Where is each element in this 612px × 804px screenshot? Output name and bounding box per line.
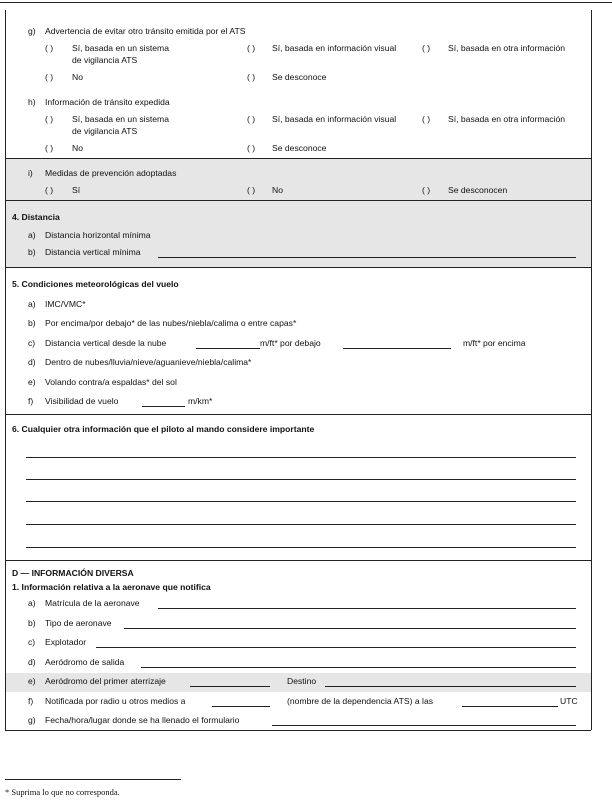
- item-label: Notificada por radio u otros medios a: [45, 696, 186, 706]
- checkbox[interactable]: ( ): [45, 43, 54, 53]
- info-line[interactable]: [26, 524, 576, 525]
- unit-label: m/km*: [188, 396, 213, 406]
- departure-aerodrome-field[interactable]: [141, 667, 576, 668]
- item-label: Volando contra/a espaldas* del sol: [45, 377, 177, 387]
- section-5-title: 5. Condiciones meteorológicas del vuelo: [12, 279, 179, 289]
- info-line[interactable]: [26, 547, 576, 548]
- visibility-field[interactable]: [142, 406, 185, 407]
- top-rule: [0, 2, 612, 3]
- frame-right: [591, 10, 592, 730]
- checkbox[interactable]: ( ): [45, 143, 54, 153]
- checkbox[interactable]: ( ): [247, 114, 256, 124]
- option-label: No: [72, 72, 83, 82]
- destination-label: Destino: [287, 676, 317, 686]
- item-label: Por encima/por debajo* de las nubes/niebla/calima o entre capas*: [45, 318, 297, 328]
- frame-bottom: [5, 730, 591, 731]
- registration-field[interactable]: [158, 608, 576, 609]
- item-label: Tipo de aeronave: [45, 618, 112, 628]
- utc-label: UTC: [560, 696, 578, 706]
- checkbox[interactable]: ( ): [247, 185, 256, 195]
- option-label: No: [272, 185, 283, 195]
- section-4-title: 4. Distancia: [12, 212, 60, 222]
- item-letter: e): [28, 377, 36, 387]
- item-label: Distancia vertical desde la nube: [45, 338, 167, 348]
- divider-5: [5, 267, 591, 268]
- option-label: Sí: [72, 185, 81, 195]
- option-label: Sí, basada en otra información: [448, 43, 566, 53]
- checkbox[interactable]: ( ): [422, 185, 431, 195]
- section-h-letter: h): [28, 97, 36, 107]
- section-6-title: 6. Cualquier otra información que el piloto al mando considere importante: [12, 424, 315, 434]
- option-label: No: [72, 143, 83, 153]
- option-label: Se desconocen: [448, 185, 508, 195]
- info-line[interactable]: [26, 501, 576, 502]
- cloud-above-field[interactable]: [343, 348, 451, 349]
- item-letter: a): [28, 230, 36, 240]
- time-field[interactable]: [462, 706, 558, 707]
- item-label: Aeródromo del primer aterrizaje: [45, 676, 166, 686]
- section-h-title: Información de tránsito expedida: [45, 97, 170, 107]
- item-letter: b): [28, 618, 36, 628]
- item-label: Explotador: [45, 637, 87, 647]
- vertical-distance-field[interactable]: [158, 257, 576, 258]
- item-letter: f): [28, 696, 34, 706]
- option-label: Sí, basada en un sistema: [72, 43, 169, 53]
- item-label: Visibilidad de vuelo: [45, 396, 119, 406]
- divider-d: [5, 560, 591, 561]
- item-letter: d): [28, 657, 36, 667]
- operator-field[interactable]: [96, 647, 576, 648]
- item-letter: g): [28, 715, 36, 725]
- date-place-field[interactable]: [272, 725, 576, 726]
- item-label: IMC/VMC*: [45, 299, 86, 309]
- option-label: Se desconoce: [272, 72, 327, 82]
- checkbox[interactable]: ( ): [247, 72, 256, 82]
- item-letter: f): [28, 396, 34, 406]
- first-landing-field[interactable]: [190, 686, 270, 687]
- destination-field[interactable]: [325, 686, 576, 687]
- option-label: Sí, basada en un sistema: [72, 114, 169, 124]
- item-label: Dentro de nubes/lluvia/nieve/aguanieve/niebla/calima*: [45, 357, 252, 367]
- checkbox[interactable]: ( ): [45, 114, 54, 124]
- item-letter: c): [28, 637, 36, 647]
- item-letter: d): [28, 357, 36, 367]
- aircraft-type-field[interactable]: [124, 628, 576, 629]
- unit-label: m/ft* por debajo: [260, 338, 321, 348]
- item-letter: a): [28, 598, 36, 608]
- section-d-title: D — INFORMACIÓN DIVERSA: [12, 568, 134, 578]
- option-label: Sí, basada en otra información: [448, 114, 566, 124]
- option-label: Sí, basada en información visual: [272, 43, 397, 53]
- footnote: * Suprima lo que no corresponda.: [5, 787, 120, 797]
- item-letter: b): [28, 247, 36, 257]
- item-label: Distancia vertical mínima: [45, 247, 141, 257]
- unit-label: m/ft* por encima: [463, 338, 526, 348]
- item-letter: b): [28, 318, 36, 328]
- checkbox[interactable]: ( ): [422, 43, 431, 53]
- option-label: de vigilancia ATS: [72, 126, 138, 136]
- item-label: Distancia horizontal mínima: [45, 230, 151, 240]
- item-letter: c): [28, 338, 36, 348]
- info-line[interactable]: [26, 479, 576, 480]
- section-g-letter: g): [28, 26, 36, 36]
- checkbox[interactable]: ( ): [247, 43, 256, 53]
- section-d-subtitle: 1. Información relativa a la aeronave que notifica: [12, 582, 211, 592]
- footnote-rule: [5, 779, 181, 780]
- checkbox[interactable]: ( ): [45, 185, 54, 195]
- item-label: Fecha/hora/lugar donde se ha llenado el formulario: [45, 715, 240, 725]
- item-letter: a): [28, 299, 36, 309]
- frame-left: [5, 10, 6, 730]
- checkbox[interactable]: ( ): [247, 143, 256, 153]
- section-i-letter: i): [28, 168, 33, 178]
- ats-unit-label: (nombre de la dependencia ATS) a las: [287, 696, 434, 706]
- option-label: Se desconoce: [272, 143, 327, 153]
- section-g-title: Advertencia de evitar otro tránsito emitida por el ATS: [45, 26, 246, 36]
- divider-i: [5, 158, 591, 159]
- option-label: Sí, basada en información visual: [272, 114, 397, 124]
- divider-6: [5, 414, 591, 415]
- info-line[interactable]: [26, 457, 576, 458]
- item-letter: e): [28, 676, 36, 686]
- reported-to-field[interactable]: [212, 706, 270, 707]
- option-label: de vigilancia ATS: [72, 55, 138, 65]
- checkbox[interactable]: ( ): [422, 114, 431, 124]
- divider-4: [5, 200, 591, 201]
- cloud-below-field[interactable]: [196, 348, 260, 349]
- item-label: Aeródromo de salida: [45, 657, 125, 667]
- checkbox[interactable]: ( ): [45, 72, 54, 82]
- section-i-title: Medidas de prevención adoptadas: [45, 168, 177, 178]
- item-label: Matrícula de la aeronave: [45, 598, 140, 608]
